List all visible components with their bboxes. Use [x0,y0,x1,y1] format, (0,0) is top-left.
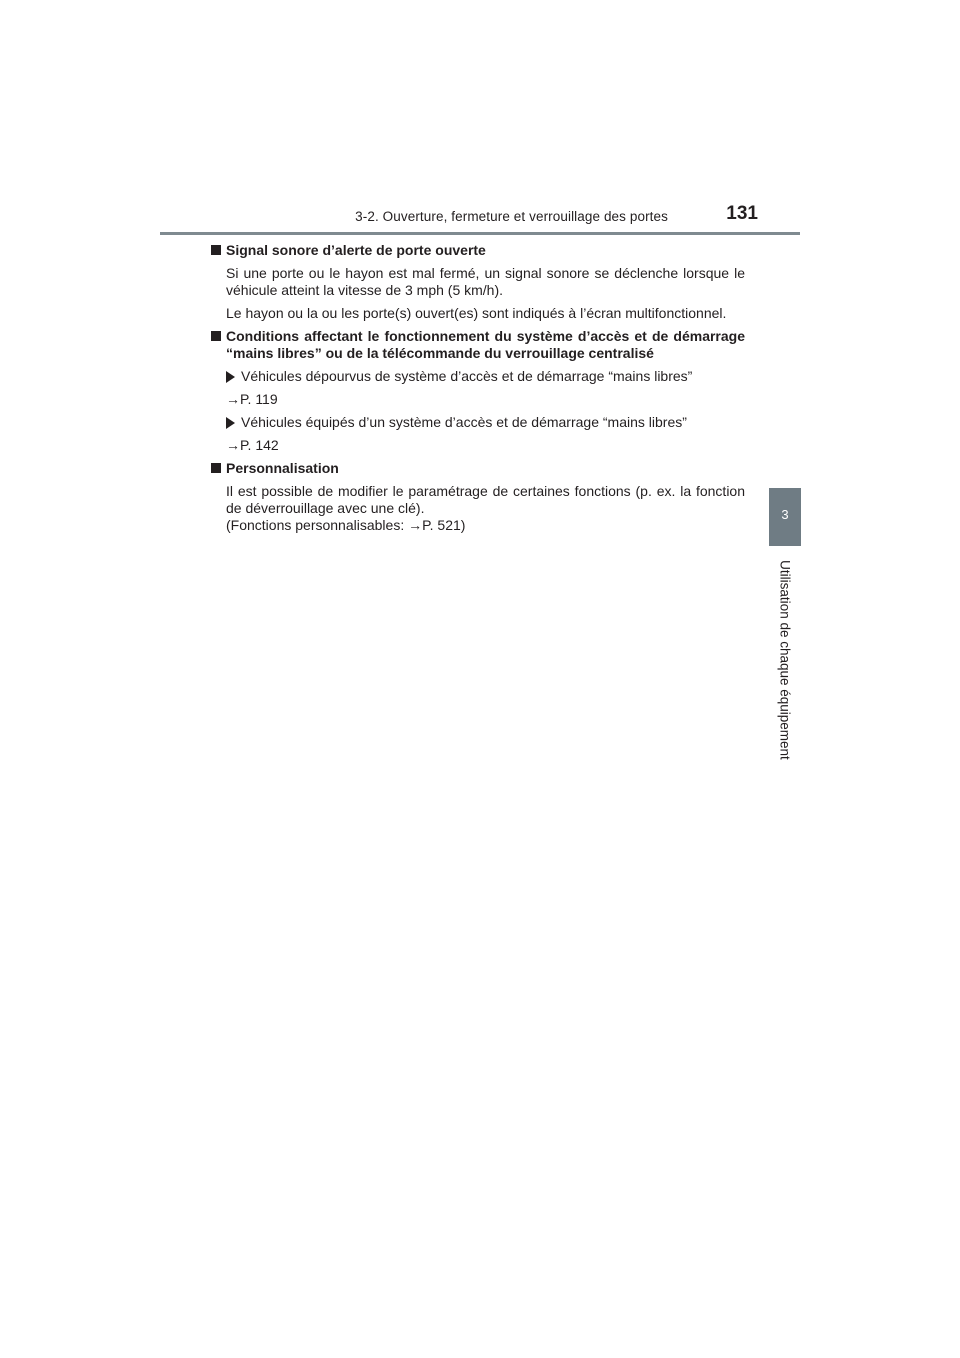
header-rule [160,232,800,235]
triangle-bullet-icon [226,371,235,383]
paragraph: (Fonctions personnalisables: →P. 521) [226,517,466,533]
page-reference[interactable]: →P. 119 [226,391,278,407]
list-item [210,414,745,431]
chapter-tab [769,488,801,546]
list-item-text: Véhicules équipés d’un système d’accès et de démarrage “mains libres” [241,414,687,430]
heading-text: Personnalisation [226,460,339,476]
list-item [210,368,745,385]
section-heading-alarm [210,242,745,259]
list-item-text: Véhicules dépourvus de système d’accès et de démarrage “mains libres” [241,368,693,384]
heading-text: Conditions affectant le fonctionnement du système d’accès et de démarrage “mains libres” ou de la télécommande du verrouillage centralisé [226,328,745,361]
section-heading-custom [210,460,745,477]
page-content [210,242,745,540]
page-reference[interactable]: →P. 142 [226,437,279,453]
square-bullet-icon [211,463,221,473]
paragraph: Si une porte ou le hayon est mal fermé, un signal sonore se déclenche lorsque le véhicule atteint la vitesse de 3 mph (5 km/h). [226,265,745,298]
section-title: 3-2. Ouverture, fermeture et verrouillage des portes [355,209,668,224]
chapter-number: 3 [781,507,789,522]
page-header [160,200,800,234]
paragraph: Le hayon ou la ou les porte(s) ouvert(es) sont indiqués à l’écran multifonctionnel. [226,305,727,321]
section-heading-conditions [210,328,745,362]
heading-text: Signal sonore d’alerte de porte ouverte [226,242,486,258]
square-bullet-icon [211,331,221,341]
page-number: 131 [726,203,758,224]
square-bullet-icon [211,245,221,255]
triangle-bullet-icon [226,417,235,429]
paragraph: Il est possible de modifier le paramétrage de certaines fonctions (p. ex. la fonction de déverrouillage avec une clé). [226,483,745,516]
chapter-label: Utilisation de chaque équipement [777,560,793,760]
